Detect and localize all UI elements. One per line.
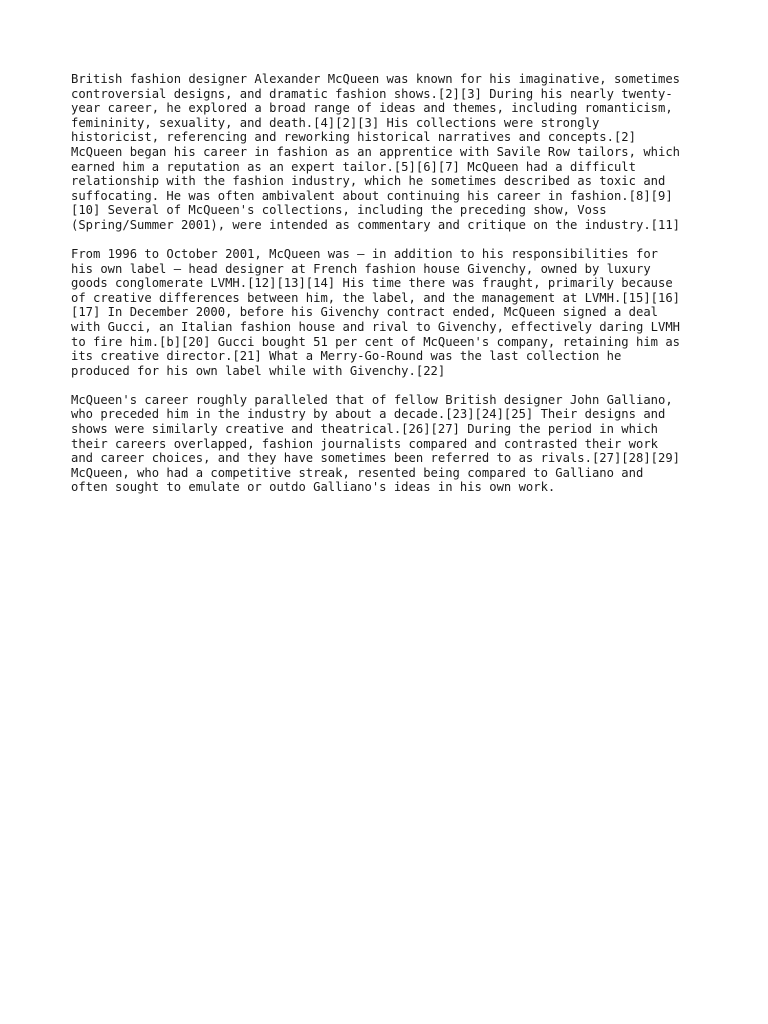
document-body xyxy=(71,72,707,510)
paragraph-3: McQueen's career roughly paralleled that of fellow British designer John Galliano, who preceded him in the industry by about a decade.[23][24][25] Their designs and shows were similarly creative and theatrical.[26][27] During the period in which their careers overlapped, fashion journalists compared and contrasted their work and career choices, and they have sometimes been referred to as rivals.[27][28][29] McQueen, who had a competitive streak, resented being compared to Galliano and often sought to emulate or outdo Galliano's ideas in his own work. xyxy=(71,392,681,495)
paragraph-1: British fashion designer Alexander McQueen was known for his imaginative, sometimes controversial designs, and dramatic fashion shows.[2][3] During his nearly twenty- year career, he explored a broad range of ideas and themes, including romanticism, femininity, sexuality, and death.[4][2][3] His collections were strongly historicist, referencing and reworking historical narratives and concepts.[2] McQueen began his career in fashion as an apprentice with Savile Row tailors, which earned him a reputation as an expert tailor.[5][6][7] McQueen had a difficult relationship with the fashion industry, which he sometimes described as toxic and suffocating. He was often ambivalent about continuing his career in fashion.[8][9] [10] Several of McQueen's collections, including the preceding show, Voss (Spring/Summer 2001), were intended as commentary and critique on the industry.[11] xyxy=(71,72,681,232)
paragraph-2: From 1996 to October 2001, McQueen was – in addition to his responsibilities for his own label – head designer at French fashion house Givenchy, owned by luxury goods conglomerate LVMH.[12][13][14] His time there was fraught, primarily because of creative differences between him, the label, and the management at LVMH.[15][16] [17] In December 2000, before his Givenchy contract ended, McQueen signed a deal with Gucci, an Italian fashion house and rival to Givenchy, effectively daring LVMH to fire him.[b][20] Gucci bought 51 per cent of McQueen's company, retaining him as its creative director.[21] What a Merry-Go-Round was the last collection he produced for his own label while with Givenchy.[22] xyxy=(71,247,681,378)
